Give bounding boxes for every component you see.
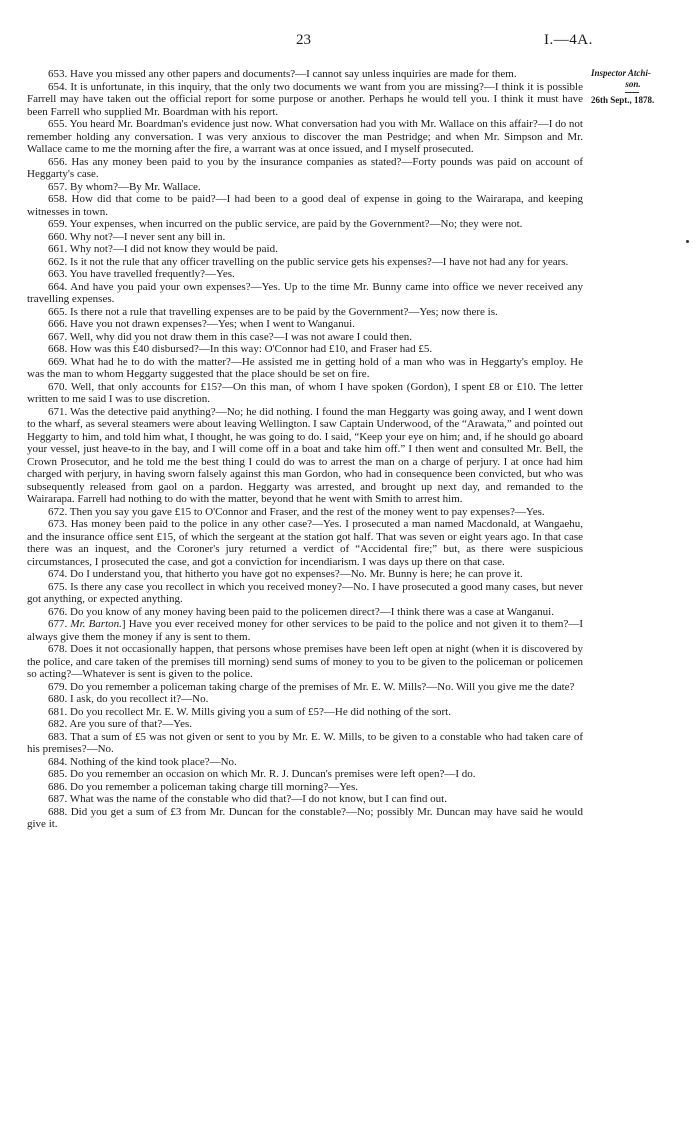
- question-paragraph: 672. Then you say you gave £15 to O'Connor and Fraser, and the rest of the money went to pay expenses?—Yes.: [48, 505, 545, 518]
- question-paragraph: 687. What was the name of the constable who did that?—I do not know, but I can find out.: [48, 793, 447, 805]
- margin-witness-name: Inspector Atchi-: [591, 68, 651, 78]
- margin-divider: [625, 92, 639, 93]
- question-paragraph: 657. By whom?—By Mr. Wallace.: [48, 180, 201, 193]
- question-paragraph: 670. Well, that only accounts for £15?—On this man, of whom I have spoken (Gordon), I spent £8 or £10. The letter written to me said I was to use discretion.: [27, 380, 583, 405]
- question-paragraph: 673. Has money been paid to the police in any other case?—Yes. I prosecuted a man named Macdonald, at Wangaehu, and the insurance office sent £15, of which the sergeant at the station got half. That was seven or eight years ago. In that case there was an inquest, and the Coroner's jury returned a verdict of “Accidental fire;” but, as there were suspicious circumstances, I prosecuted the case, and got a conviction for incendiarism. I was days up there on that case.: [27, 518, 583, 568]
- question-paragraph: 678. Does it not occasionally happen, that persons whose premises have been left open at night (when it is discovered by the police, and care taken of the premises till morning) send sums of money to you to be given to the policeman or policemen so acting?—Whatever is sent is given to the police.: [27, 643, 583, 680]
- margin-date: 26th Sept., 1878.: [591, 95, 655, 105]
- question-text: ] Have you ever received money for other services to be paid to the police and not given it to them?—I always give them the money if any is sent to them.: [27, 618, 583, 643]
- question-paragraph: 654. It is unfortunate, in this inquiry, that the only two documents we want from you are missing?—I think it is possible Farrell may have taken out the official report for some purpose or another. Perhaps he would tell you. I think it must have been Farrell who supplied Mr. Boardman with his report.: [27, 80, 583, 118]
- question-paragraph: 685. Do you remember an occasion on which Mr. R. J. Duncan's premises were left open?—I do.: [48, 768, 476, 780]
- question-paragraph: 664. And have you paid your own expenses?—Yes. Up to the time Mr. Bunny came into office we never received any travelling expenses.: [27, 280, 583, 305]
- paper-reference: I.—4A.: [544, 32, 593, 48]
- question-paragraph: 683. That a sum of £5 was not given or sent to you by Mr. E. W. Mills, to be given to a constable who had taken care of his premises?—No.: [27, 730, 583, 755]
- question-paragraph: 655. You heard Mr. Boardman's evidence just now. What conversation had you with Mr. Wallace on this affair?—I do not remember holding any conversation. I was very anxious to discover the man Pestridge; and when Mr. Simpson and Mr. Wallace came to me the morning after the fire, a warrant was at once issued, and I myself prosecuted.: [27, 118, 583, 155]
- question-paragraph: 674. Do I understand you, that hitherto you have got no expenses?—No. Mr. Bunny is here; he can prove it.: [48, 568, 523, 580]
- question-paragraph: 656. Has any money been paid to you by the insurance companies as stated?—Forty pounds was paid on account of Heggarty's case.: [27, 155, 583, 180]
- question-paragraph: 676. Do you know of any money having been paid to the policemen direct?—I think there was a case at Wanganui.: [48, 605, 554, 618]
- question-paragraph: 668. How was this £40 disbursed?—In this way: O'Connor had £10, and Fraser had £5.: [48, 343, 433, 355]
- question-paragraph: 671. Was the detective paid anything?—No; he did nothing. I found the man Heggarty was going away, and I went down to the wharf, as several steamers were about leaving Wellington. I saw Captain Underwood, of the “Arawata,” and pointed out Heggarty to him, and told him what, I thought, he was going to do. I said, “Keep your eye on him; and, if he should go aboard your vessel, just heave-to in the bay, and I will come off in a boat and take him off.” I then went and consulted Mr. Bell, the Crown Prosecutor, and he told me the best thing I could do was to arrest the man on a charge of perjury. I at once had him charged with perjury, in having sworn falsely against this man Gordon, who had in consequence been convicted, but who was subsequently released from gaol on a pardon. Heggarty was arrested, and brought up next day, and remanded to the Wairarapa. Farrell had nothing to do with the matter, beyond that he went with Smith to arrest him.: [27, 405, 583, 505]
- question-paragraph: 682. Are you sure of that?—Yes.: [48, 718, 193, 730]
- question-paragraph: 659. Your expenses, when incurred on the public service, are paid by the Government?—No; they were not.: [48, 218, 523, 230]
- question-paragraph: 675. Is there any case you recollect in which you received money?—No. I have prosecuted a good many cases, but never got anything, or expected anything.: [27, 580, 583, 605]
- question-paragraph: 662. Is it not the rule that any officer travelling on the public service gets his expenses?—I have not had any for years.: [48, 255, 569, 268]
- question-paragraph: 665. Is there not a rule that travelling expenses are to be paid by the Government?—Yes; now there is.: [48, 305, 498, 318]
- evidence-body: [27, 68, 583, 831]
- question-paragraph: 669. What had he to do with the matter?—He assisted me in getting hold of a man who was in Heggarty's employ. He was the man to whom Heggarty suggested that the place should be set on fire.: [27, 355, 583, 380]
- question-number: 677.: [48, 618, 71, 630]
- page-header: [0, 32, 700, 52]
- margin-witness-name-cont: son.: [625, 79, 641, 89]
- question-paragraph: 667. Well, why did you not draw them in this case?—I was not aware I could then.: [48, 330, 412, 343]
- page-number: 23: [296, 32, 311, 48]
- stray-ink-mark: [686, 240, 689, 243]
- question-paragraph: 660. Why not?—I never sent any bill in.: [48, 230, 226, 243]
- question-paragraph: 663. You have travelled frequently?—Yes.: [48, 268, 235, 280]
- question-paragraph: 681. Do you recollect Mr. E. W. Mills giving you a sum of £5?—He did nothing of the sort.: [48, 705, 451, 718]
- question-paragraph: 653. Have you missed any other papers and documents?—I cannot say unless inquiries are made for them.: [48, 68, 517, 80]
- question-paragraph: 661. Why not?—I did not know they would be paid.: [48, 243, 278, 255]
- question-paragraph: 688. Did you get a sum of £3 from Mr. Duncan for the constable?—No; possibly Mr. Duncan may have said he would give it.: [27, 805, 583, 830]
- speaker-name: Mr. Barton.: [70, 618, 122, 630]
- question-paragraph: [27, 618, 583, 643]
- question-paragraph: 658. How did that come to be paid?—I had been to a good deal of expense in going to the Wairarapa, and keeping witnesses in town.: [27, 193, 583, 218]
- margin-note: [591, 68, 675, 106]
- question-paragraph: 680. I ask, do you recollect it?—No.: [48, 693, 209, 705]
- question-paragraph: 686. Do you remember a policeman taking charge till morning?—Yes.: [48, 780, 358, 793]
- question-paragraph: 684. Nothing of the kind took place?—No.: [48, 755, 237, 768]
- question-paragraph: 679. Do you remember a policeman taking charge of the premises of Mr. E. W. Mills?—No. Will you give me the date?: [48, 680, 575, 693]
- question-paragraph: 666. Have you not drawn expenses?—Yes; when I went to Wanganui.: [48, 318, 355, 330]
